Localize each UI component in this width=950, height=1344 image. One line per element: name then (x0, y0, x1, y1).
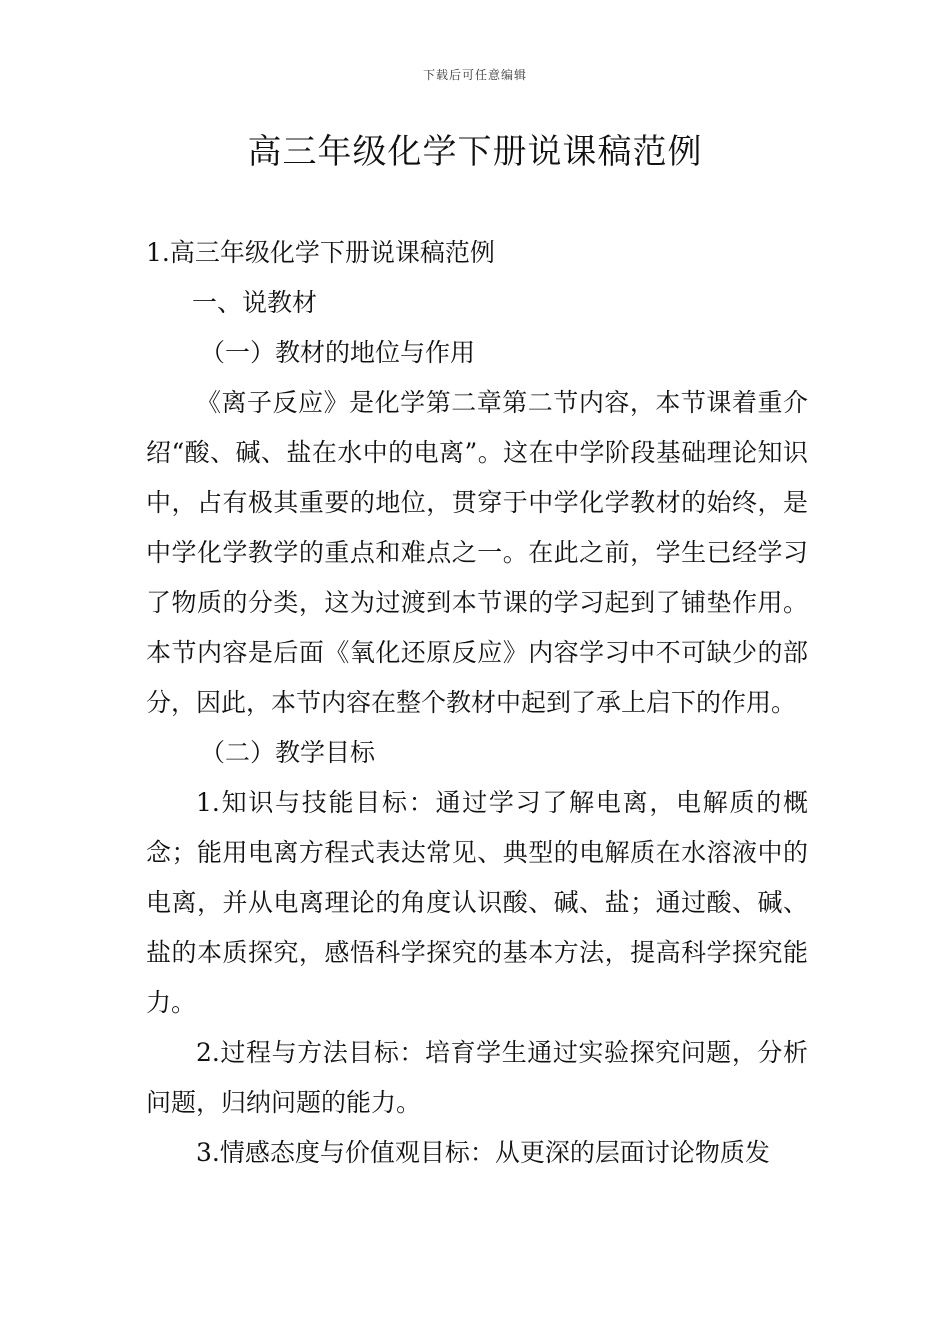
subsection-heading-goals: （二）教学目标 (200, 738, 376, 767)
section-heading-textbook: 一、说教材 (192, 288, 318, 317)
section-heading-main: 1.高三年级化学下册说课稿范例 (146, 238, 495, 267)
header-note: 下载后可任意编辑 (422, 68, 527, 82)
paragraph-goal-attitude: 3.情感态度与价值观目标：从更深的层面讨论物质发 (196, 1138, 770, 1167)
subsection-heading-role: （一）教材的地位与作用 (200, 338, 476, 367)
document-body (146, 228, 808, 1178)
paragraph-role: 《离子反应》是化学第二章第二节内容，本节课着重介绍“酸、碱、盐在水中的电离”。这在中学阶段基础理论知识中，占有极其重要的地位，贯穿于中学化学教材的始终，是中学化学教学的重点和难点之一。在此之前，学生已经学习了物质的分类，这为过渡到本节课的学习起到了铺垫作用。本节内容是后面《氧化还原反应》内容学习中不可缺少的部分，因此，本节内容在整个教材中起到了承上启下的作用。 (146, 388, 808, 717)
paragraph-goal-knowledge: 1.知识与技能目标：通过学习了解电离，电解质的概念；能用电离方程式表达常见、典型的电解质在水溶液中的电离，并从电离理论的角度认识酸、碱、盐；通过酸、碱、盐的本质探究，感悟科学探究的基本方法，提高科学探究能力。 (146, 788, 808, 1017)
document-title: 高三年级化学下册说课稿范例 (247, 132, 703, 172)
paragraph-goal-process: 2.过程与方法目标：培育学生通过实验探究问题，分析问题，归纳问题的能力。 (146, 1038, 808, 1117)
